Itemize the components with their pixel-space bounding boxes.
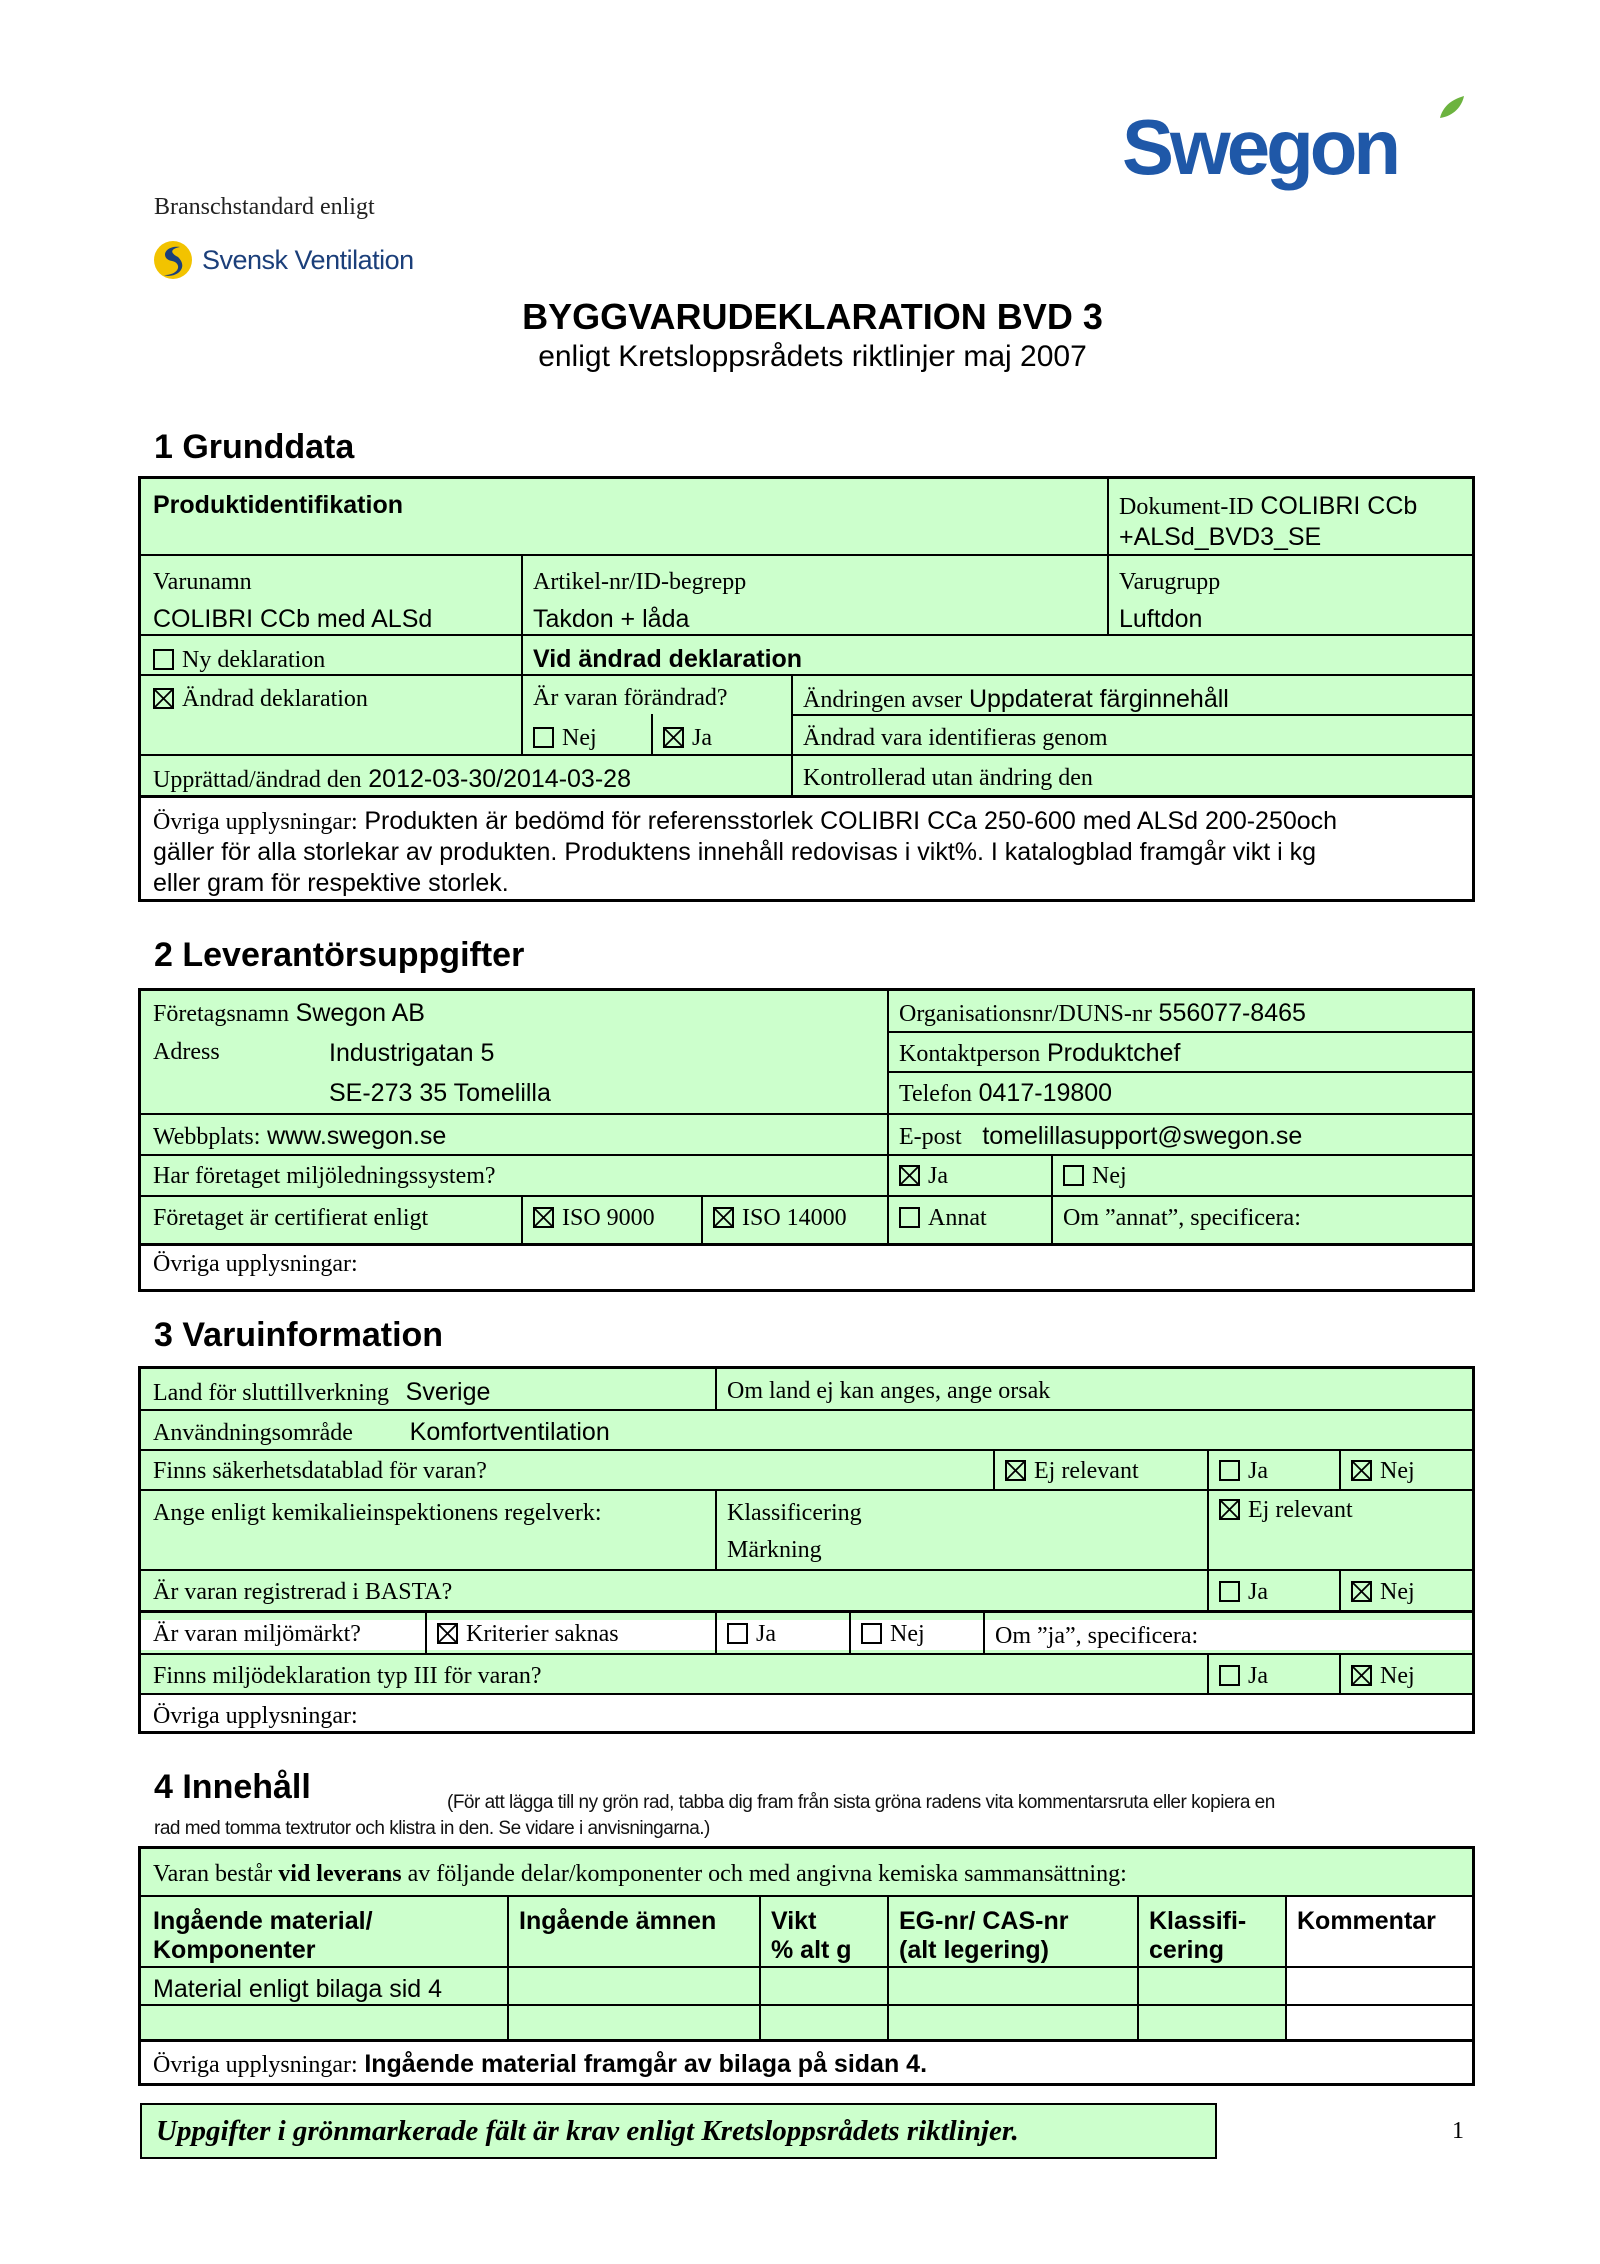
- forandrad-nej-label: Nej: [562, 725, 597, 751]
- varugrupp-label: Varugrupp: [1119, 569, 1221, 595]
- epost-label: E-post: [899, 1124, 962, 1150]
- artikel-label: Artikel-nr/ID-begrepp: [533, 569, 747, 595]
- andrad-deklaration[interactable]: [141, 682, 521, 717]
- s1-ovriga-line-3: eller gram för respektive storlek.: [153, 869, 509, 897]
- miljomarkt-ja-checkbox[interactable]: [727, 1623, 748, 1644]
- dokid-label: Dokument-ID: [1119, 494, 1254, 520]
- sv-logo-icon: [152, 239, 194, 281]
- col5-line-1: Klassifi-: [1149, 1907, 1247, 1935]
- telefon-field: [887, 1075, 1475, 1112]
- s4-ovriga-value: Ingående material framgår av bilaga på sidan 4.: [364, 2050, 928, 2078]
- sak-nej-checkbox[interactable]: [1351, 1460, 1372, 1481]
- innehall-intro: [141, 1857, 1475, 1892]
- anvandning-value[interactable]: Komfortventilation: [409, 1418, 610, 1446]
- svg-text:Swegon: Swegon: [1122, 103, 1398, 191]
- webbplats-field: [141, 1118, 887, 1155]
- upprattad-value[interactable]: 2012-03-30/2014-03-28: [368, 765, 631, 793]
- innehall-table: [138, 1846, 1475, 2086]
- s4-ovriga: [141, 2046, 1475, 2083]
- s1-ovriga-label: Övriga upplysningar:: [153, 809, 358, 835]
- kemi-ej-relevant[interactable]: [1207, 1493, 1475, 1528]
- sak-ej-relevant-checkbox[interactable]: [1005, 1460, 1026, 1481]
- forandrad-nej[interactable]: [521, 721, 651, 756]
- footer-note: Uppgifter i grönmarkerade fält är krav enligt Kretsloppsrådets riktlinjer.: [140, 2103, 1217, 2159]
- epost-field: [887, 1118, 1475, 1155]
- kriterier-saknas-checkbox[interactable]: [437, 1623, 458, 1644]
- miljo-ja-label: Ja: [928, 1163, 948, 1189]
- intro-post: av följande delar/komponenter och med angivna kemiska sammansättning:: [407, 1861, 1127, 1887]
- section-4-heading: 4 Innehåll: [154, 1768, 311, 1806]
- basta-nej-checkbox[interactable]: [1351, 1581, 1372, 1602]
- s1-ovriga-line-2: gäller för alla storlekar av produkten. Produktens innehåll redovisas i vikt%. I katalogblad framgår vikt i kg: [153, 838, 1317, 866]
- s1-ovriga-line-1: Produkten är bedömd för referensstorlek COLIBRI CCa 250-600 med ALSd 200-250och: [364, 807, 1338, 835]
- col5-line-2: cering: [1149, 1936, 1225, 1964]
- s3-ovriga-label: Övriga upplysningar:: [153, 1703, 358, 1729]
- col3-line-1: Vikt: [771, 1907, 817, 1935]
- orgnr-label: Organisationsnr/DUNS-nr: [899, 1001, 1152, 1027]
- anvandning-field: [141, 1414, 1475, 1451]
- kontrollerad-label: Kontrollerad utan ändring den: [803, 765, 1093, 791]
- col-header-kommentar: Kommentar: [1297, 1907, 1436, 1935]
- svensk-ventilation-logo: [152, 238, 414, 282]
- kemi-ej-relevant-label: Ej relevant: [1248, 1497, 1353, 1523]
- orgnr-field: [887, 995, 1475, 1032]
- iso9000-checkbox[interactable]: [533, 1207, 554, 1228]
- sakerhetsdatablad-question: Finns säkerhetsdatablad för varan?: [153, 1458, 487, 1484]
- artikel-value[interactable]: Takdon + låda: [533, 605, 690, 633]
- upprattad-field: [141, 761, 791, 798]
- epost-value[interactable]: tomelillasupport@swegon.se: [982, 1122, 1303, 1150]
- col4-line-2: (alt legering): [899, 1936, 1050, 1964]
- land-orsak-label: Om land ej kan anges, ange orsak: [727, 1378, 1051, 1404]
- adress-label: Adress: [153, 1039, 220, 1065]
- s4-note-line-1: (För att lägga till ny grön rad, tabba dig fram från sista gröna radens vita kommentarsruta eller kopiera en: [447, 1792, 1275, 1813]
- foretagsnamn-value[interactable]: Swegon AB: [295, 999, 425, 1027]
- sak-ja[interactable]: [1207, 1454, 1339, 1489]
- sak-nej-label: Nej: [1380, 1458, 1415, 1484]
- ny-deklaration-checkbox[interactable]: [153, 649, 174, 670]
- s2-ovriga-label: Övriga upplysningar:: [153, 1251, 358, 1277]
- sak-ej-relevant[interactable]: [993, 1454, 1207, 1489]
- miljomarkt-nej-checkbox[interactable]: [861, 1623, 882, 1644]
- annat[interactable]: [887, 1201, 1051, 1236]
- iso14000-checkbox[interactable]: [713, 1207, 734, 1228]
- land-field: [141, 1374, 715, 1411]
- annat-label: Annat: [928, 1205, 987, 1231]
- adress-line-1[interactable]: Industrigatan 5: [329, 1039, 495, 1067]
- col1-line-2: Komponenter: [153, 1936, 316, 1964]
- col3-line-2: % alt g: [771, 1936, 852, 1964]
- swegon-logo: [1118, 96, 1468, 196]
- sv-logo-text: Svensk Ventilation: [202, 244, 414, 275]
- col-header-vikt: [759, 1903, 887, 1969]
- klassificering-label: Klassificering: [727, 1500, 862, 1526]
- miljo-nej[interactable]: [1051, 1159, 1475, 1194]
- iso9000[interactable]: [521, 1201, 701, 1236]
- land-label: Land för sluttillverkning: [153, 1380, 389, 1406]
- ny-deklaration-label: Ny deklaration: [182, 647, 326, 673]
- miljodekl-nej-checkbox[interactable]: [1351, 1665, 1372, 1686]
- miljodekl-nej[interactable]: [1339, 1659, 1475, 1694]
- orgnr-value[interactable]: 556077-8465: [1158, 999, 1306, 1027]
- col-header-klassificering: [1137, 1903, 1285, 1969]
- forandrad-ja-checkbox[interactable]: [663, 727, 684, 748]
- sak-ja-checkbox[interactable]: [1219, 1460, 1240, 1481]
- forandrad-ja-label: Ja: [692, 725, 712, 751]
- varunamn-value[interactable]: COLIBRI CCb med ALSd: [153, 605, 433, 633]
- basta-nej-label: Nej: [1380, 1579, 1415, 1605]
- land-value[interactable]: Sverige: [405, 1378, 491, 1406]
- kemi-ej-relevant-checkbox[interactable]: [1219, 1499, 1240, 1520]
- miljo-nej-checkbox[interactable]: [1063, 1165, 1084, 1186]
- andrad-deklaration-checkbox[interactable]: [153, 688, 174, 709]
- miljo-ja[interactable]: [887, 1159, 1051, 1194]
- grunddata-table: [138, 476, 1475, 902]
- section-2-heading: 2 Leverantörsuppgifter: [154, 936, 525, 974]
- kriterier-saknas[interactable]: [425, 1617, 715, 1652]
- section-3-heading: 3 Varuinformation: [154, 1316, 444, 1354]
- basta-nej[interactable]: [1339, 1575, 1475, 1610]
- miljodekl-ja[interactable]: [1207, 1659, 1339, 1694]
- kontaktperson-field: [887, 1035, 1475, 1072]
- col-header-amnen: Ingående ämnen: [519, 1907, 717, 1935]
- branschstandard-label: Branschstandard enligt: [154, 194, 375, 220]
- sak-ja-label: Ja: [1248, 1458, 1268, 1484]
- forandrad-nej-checkbox[interactable]: [533, 727, 554, 748]
- intro-pre: Varan består: [153, 1861, 273, 1887]
- foretagsnamn-field: [141, 995, 887, 1032]
- miljodekl-nej-label: Nej: [1380, 1663, 1415, 1689]
- dokument-id-field: [1107, 487, 1475, 557]
- vid-andrad-heading: Vid ändrad deklaration: [533, 645, 803, 673]
- identifieras-label: Ändrad vara identifieras genom: [803, 725, 1108, 751]
- foretagsnamn-label: Företagsnamn: [153, 1001, 289, 1027]
- row-1-material[interactable]: Material enligt bilaga sid 4: [153, 1975, 443, 2003]
- anvandning-label: Användningsområde: [153, 1420, 353, 1446]
- miljodekl-ja-label: Ja: [1248, 1663, 1268, 1689]
- miljodekl-ja-checkbox[interactable]: [1219, 1665, 1240, 1686]
- produktidentifikation-label: Produktidentifikation: [153, 491, 403, 519]
- varuinformation-table: [138, 1366, 1475, 1734]
- s1-ovriga: [141, 802, 1475, 903]
- s4-ovriga-label: Övriga upplysningar:: [153, 2052, 358, 2078]
- dokid-value-1: COLIBRI CCb: [1260, 492, 1418, 520]
- om-ja-label: Om ”ja”, specificera:: [995, 1623, 1199, 1649]
- basta-ja-label: Ja: [1248, 1579, 1268, 1605]
- ar-forandrad-label: Är varan förändrad?: [533, 685, 728, 711]
- miljodeklaration-question: Finns miljödeklaration typ III för varan?: [153, 1663, 542, 1689]
- kemikalie-question: Ange enligt kemikalieinspektionens regelverk:: [153, 1500, 602, 1526]
- basta-question: Är varan registrerad i BASTA?: [153, 1579, 453, 1605]
- intro-bold: vid leverans: [278, 1861, 402, 1887]
- iso9000-label: ISO 9000: [562, 1205, 655, 1231]
- s4-note-line-2: rad med tomma textrutor och klistra in den. Se vidare i anvisningarna.): [154, 1818, 710, 1839]
- miljomarkt-ja[interactable]: [715, 1617, 849, 1652]
- certifierat-label: Företaget är certifierat enligt: [153, 1205, 429, 1231]
- miljomarkt-nej-label: Nej: [890, 1621, 925, 1647]
- miljo-ja-checkbox[interactable]: [899, 1165, 920, 1186]
- miljo-nej-label: Nej: [1092, 1163, 1127, 1189]
- kontaktperson-label: Kontaktperson: [899, 1041, 1041, 1067]
- webbplats-value[interactable]: www.swegon.se: [267, 1122, 447, 1150]
- col-header-cas: [887, 1903, 1137, 1969]
- kriterier-saknas-label: Kriterier saknas: [466, 1621, 619, 1647]
- miljomarkt-ja-label: Ja: [756, 1621, 776, 1647]
- col4-line-1: EG-nr/ CAS-nr: [899, 1907, 1069, 1935]
- page-title: BYGGVARUDEKLARATION BVD 3: [522, 296, 1103, 337]
- webbplats-label: Webbplats:: [153, 1124, 261, 1150]
- sak-nej[interactable]: [1339, 1454, 1475, 1489]
- page-subtitle: enligt Kretsloppsrådets riktlinjer maj 2007: [538, 340, 1087, 373]
- iso14000[interactable]: [701, 1201, 887, 1236]
- iso14000-label: ISO 14000: [742, 1205, 847, 1231]
- varugrupp-value[interactable]: Luftdon: [1119, 605, 1203, 633]
- upprattad-label: Upprättad/ändrad den: [153, 767, 362, 793]
- col1-line-1: Ingående material/: [153, 1907, 373, 1935]
- ny-deklaration[interactable]: [141, 643, 521, 678]
- om-annat-label: Om ”annat”, specificera:: [1063, 1205, 1301, 1231]
- andrad-deklaration-label: Ändrad deklaration: [182, 686, 368, 712]
- andringen-label: Ändringen avser: [803, 687, 963, 713]
- miljoledning-question: Har företaget miljöledningssystem?: [153, 1163, 496, 1189]
- basta-ja[interactable]: [1207, 1575, 1339, 1610]
- section-1-heading: 1 Grunddata: [154, 428, 355, 466]
- section-4-note: [154, 1790, 1454, 1842]
- adress-line-2[interactable]: SE-273 35 Tomelilla: [329, 1079, 551, 1107]
- leverantor-table: [138, 988, 1475, 1292]
- telefon-label: Telefon: [899, 1081, 972, 1107]
- miljomarkt-nej[interactable]: [849, 1617, 983, 1652]
- dokid-value-2: +ALSd_BVD3_SE: [1119, 523, 1322, 551]
- page-number: 1: [1452, 2118, 1464, 2144]
- telefon-value[interactable]: 0417-19800: [978, 1079, 1113, 1107]
- miljomarkt-question: Är varan miljömärkt?: [153, 1621, 361, 1647]
- basta-ja-checkbox[interactable]: [1219, 1581, 1240, 1602]
- sak-ej-relevant-label: Ej relevant: [1034, 1458, 1139, 1484]
- andringen-value[interactable]: Uppdaterat färginnehåll: [968, 685, 1229, 713]
- andringen-field: [791, 681, 1475, 718]
- kontaktperson-value[interactable]: Produktchef: [1046, 1039, 1181, 1067]
- forandrad-ja[interactable]: [651, 721, 791, 756]
- col-header-material: [141, 1903, 507, 1969]
- annat-checkbox[interactable]: [899, 1207, 920, 1228]
- markning-label: Märkning: [727, 1537, 822, 1563]
- varunamn-label: Varunamn: [153, 569, 252, 595]
